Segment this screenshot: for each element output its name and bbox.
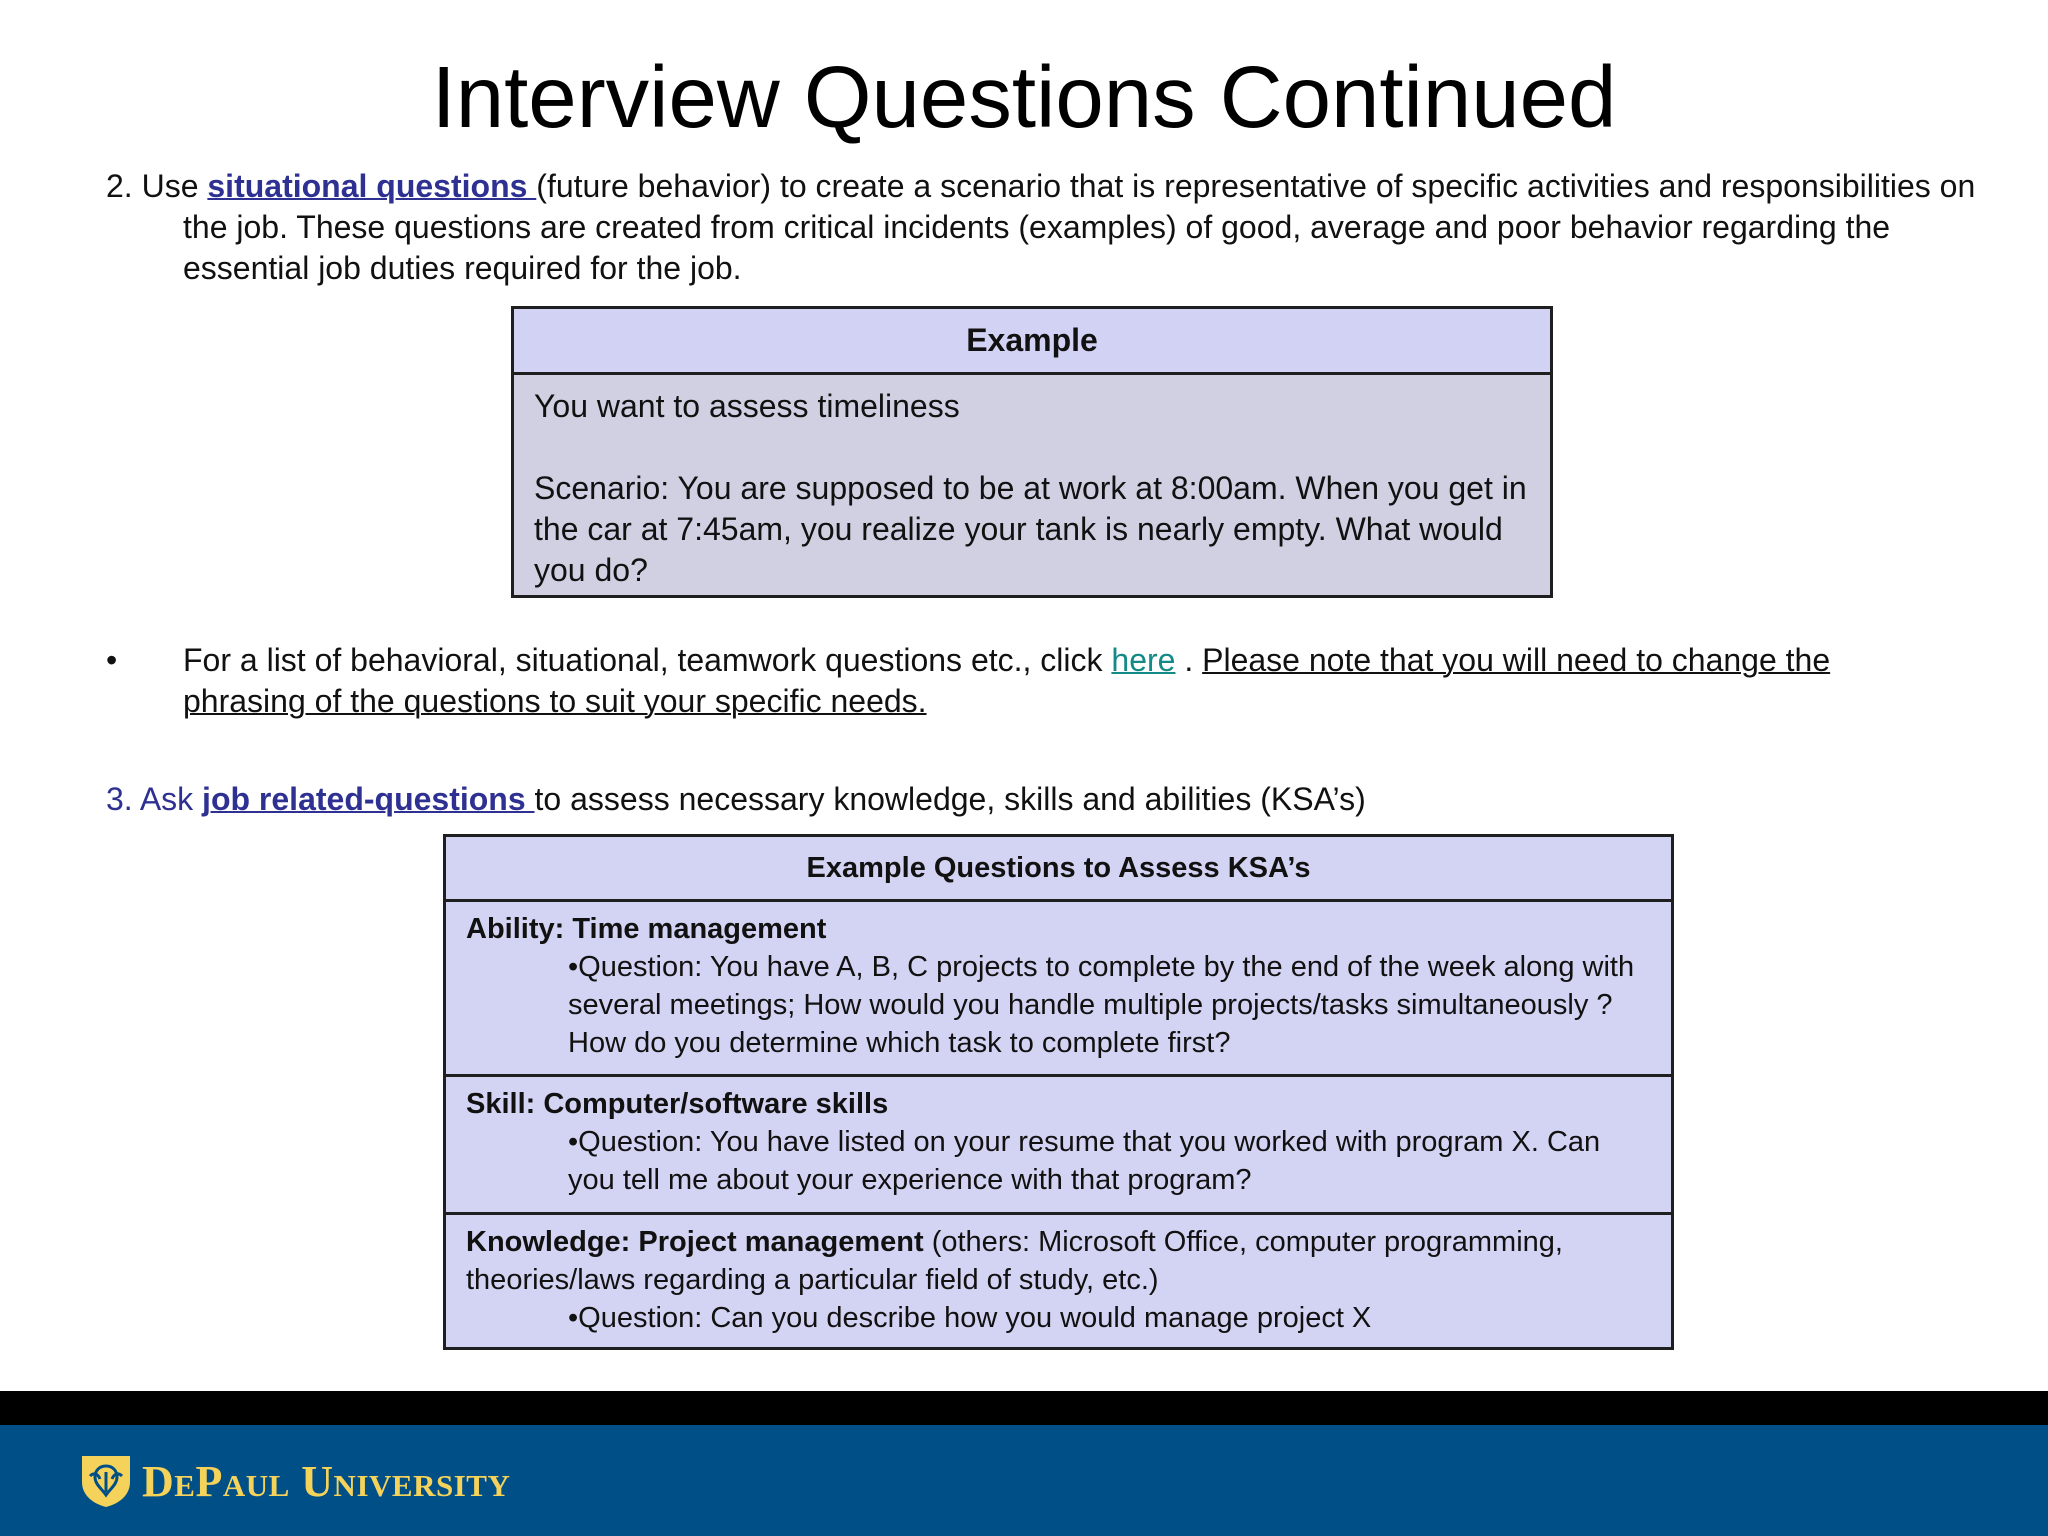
skill-question: •Question: You have listed on your resume that you worked with program X. Can you tell me about your experience with that program?	[568, 1126, 1601, 1196]
point-2-prefix: 2. Use	[106, 168, 208, 204]
knowledge-line	[466, 1223, 1651, 1299]
ksa-table	[443, 834, 1674, 1350]
slide-title: Interview Questions Continued	[431, 49, 1617, 146]
knowledge-title: Knowledge: Project management	[466, 1226, 924, 1258]
example-assess-line: You want to assess timeliness	[534, 388, 960, 424]
knowledge-question: •Question: Can you describe how you would manage project X	[568, 1302, 1372, 1334]
example-box-header: Example	[514, 309, 1550, 375]
depaul-university-wordmark: DePaul University	[142, 1457, 511, 1506]
ksa-row-ability	[446, 902, 1671, 1077]
ksa-row-skill	[446, 1077, 1671, 1215]
depaul-shield-icon	[78, 1452, 134, 1508]
situational-questions-link[interactable]: situational questions	[207, 168, 537, 204]
point-2-text: (future behavior) to create a scenario that is representative of specific activities and responsibilities on the job. These questions are created from critical incidents (examples) of good, average and poor behavior regarding the essential job duties required for the job.	[183, 168, 1976, 286]
bullet-separator: .	[1175, 642, 1203, 678]
ability-title: Ability: Time management	[466, 913, 827, 945]
footer-black-band	[0, 1391, 2048, 1425]
knowledge-extra: (others: Microsoft Office, computer programming, theories/laws regarding a particular field of study, etc.)	[466, 1226, 1563, 1296]
point-3-text: to assess necessary knowledge, skills and abilities (KSA’s)	[534, 781, 1366, 817]
point-3-prefix: 3. Ask	[106, 781, 203, 817]
ksa-table-header: Example Questions to Assess KSA’s	[446, 837, 1671, 902]
resource-bullet-paragraph	[183, 640, 1903, 722]
point-2-paragraph	[106, 166, 1983, 289]
example-scenario-text: Scenario: You are supposed to be at work at 8:00am. When you get in the car at 7:45am, you realize your tank is nearly empty. What would you do?	[534, 470, 1527, 588]
bullet-text: For a list of behavioral, situational, teamwork questions etc., click	[183, 642, 1112, 678]
example-box-body	[514, 375, 1550, 595]
skill-title: Skill: Computer/software skills	[466, 1088, 889, 1120]
example-box	[511, 306, 1553, 598]
point-3-paragraph	[106, 779, 1906, 820]
here-link[interactable]: here	[1111, 642, 1176, 678]
phrasing-note: Please note that you will need to change the phrasing of the questions to suit your specific needs.	[183, 642, 1831, 719]
job-related-questions-link[interactable]: job related-questions	[202, 781, 535, 817]
bullet-marker: •	[106, 642, 118, 678]
ksa-row-knowledge	[446, 1215, 1671, 1337]
ability-question: •Question: You have A, B, C projects to complete by the end of the week along with several meetings; How would you handle multiple projects/tasks simultaneously ? How do you determine which task to complete first?	[568, 951, 1635, 1059]
